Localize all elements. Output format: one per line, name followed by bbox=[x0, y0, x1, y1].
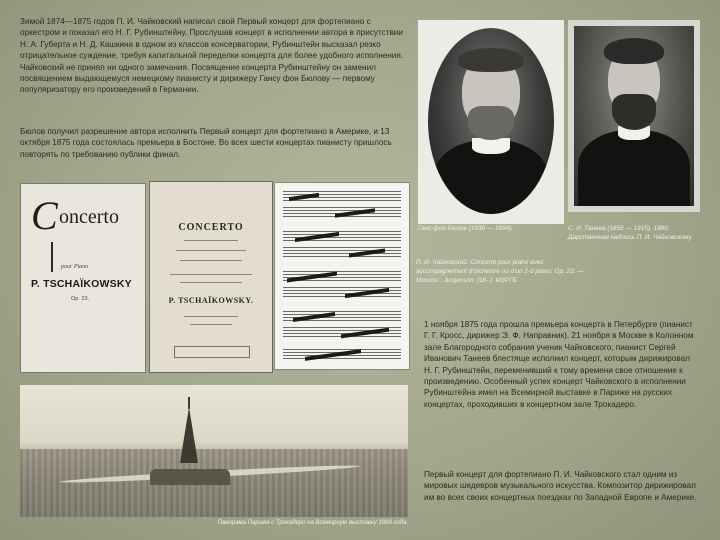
intro-paragraph: Зимой 1874—1875 годов П. И. Чайковский написал свой Первый концерт для фортепиано с оркестром и показал его Н. Г. Рубинштейну. Прослушав концерт в исполнении автора в присутствии Н. А. Губерта и Н. Д. Кашкина в одном из классов консерватории, Рубинштейн высказал резко отрицательное суждение, требуя капитальной переделки концерта для более удобного исполнения. Чайковский не принял ни одного замечания. Посвящение концерта Рубинштейну он заменил посвящением выдающемуся немецкому пианисту и дирижеру Гансу фон Бюлову — первому популяризатору его произведений в Германии. bbox=[20, 17, 404, 95]
score2-publisher-box bbox=[174, 346, 250, 358]
score2-rule bbox=[184, 316, 238, 317]
taneev-beard bbox=[612, 94, 656, 130]
score1-subtitle: pour Piano bbox=[61, 264, 89, 270]
score1-ornament bbox=[51, 242, 53, 272]
bulow-collar bbox=[472, 138, 510, 154]
score2-title: CONCERTO bbox=[178, 222, 244, 233]
score2-rule bbox=[180, 260, 242, 261]
taneev-coat bbox=[578, 130, 690, 206]
score-music-page bbox=[274, 182, 410, 370]
taneev-hair bbox=[604, 38, 664, 64]
taneev-portrait-frame bbox=[574, 26, 694, 206]
score2-rule bbox=[190, 324, 232, 325]
bulow-portrait bbox=[418, 20, 564, 224]
masterpiece-paragraph: Первый концерт для фортепиано П. И. Чайковского стал одним из мировых шедевров музыкального искусства. Композитор дирижировал им во всех своих концертных поездках по Западной Европе и Америке. bbox=[424, 470, 697, 502]
score-cover-1 bbox=[20, 183, 146, 373]
score-caption: П. И. Чайковский. Concerto pour piano avec accompagnement d'orchestre ou d'un 2-d piano. Op. 23. — Moscou : Jurgenson, [18--]. МЗРГБ bbox=[416, 259, 584, 284]
score2-rule bbox=[176, 250, 246, 251]
score2-composer: P. TSCHAÏKOWSKY. bbox=[168, 296, 254, 305]
panorama-trocadero bbox=[150, 469, 230, 485]
score2-rule bbox=[184, 240, 238, 241]
eiffel-tower bbox=[180, 407, 198, 463]
bulow-paragraph: Бюлов получил разрешение автора исполнить Первый концерт для фортепиано в Америке, и 13 октября 1875 года состоялась премьера в Бостоне. Во всех шести концертах пианисту пришлось повторять по требованию публики финал. bbox=[20, 127, 392, 159]
score2-rule bbox=[170, 274, 252, 275]
bulow-beard bbox=[468, 106, 514, 140]
score1-composer: P. TSCHAÏKOWSKY bbox=[31, 278, 132, 290]
taneev-portrait bbox=[568, 20, 700, 212]
score1-title-initial: C bbox=[31, 193, 58, 238]
bulow-caption: Ганс фон Бюлов (1830 — 1894). bbox=[418, 225, 514, 232]
paris-panorama bbox=[20, 385, 408, 517]
score2-rule bbox=[180, 282, 242, 283]
score1-opus: Op. 23. bbox=[71, 296, 90, 302]
score1-title: oncerto bbox=[59, 206, 119, 228]
bulow-hair bbox=[458, 48, 524, 72]
score-cover-2 bbox=[149, 181, 273, 373]
bulow-portrait-oval bbox=[428, 28, 554, 214]
premiere-paragraph: 1 ноября 1875 года прошла премьера концерта в Петербурге (пианист Г. Г. Кросс, дирижер Э. Ф. Направник). 21 ноября в Москве в Колонном зале Благородного собрания ученик Чайковского, пианист Сергей Иванович Танеев блестяще исполнил концерт, которым дирижировал Н. Г. Рубинштейн, переменивший к тому времени свое отношение к произведению. Особенный успех концерт Чайковского в исполнении Рубинштейна имел на Всемирной выставке в Париже на русских концертах, проходивших в концертном зале Трокадеро. bbox=[424, 320, 694, 409]
panorama-caption: Панорама Парижа с Трокадеро на Всемирную выставку 1889 года. bbox=[217, 520, 408, 526]
taneev-caption: С. И. Танеев (1856 — 1915). 1880. Дарственная надпись П. И. Чайковскому. bbox=[568, 225, 693, 241]
